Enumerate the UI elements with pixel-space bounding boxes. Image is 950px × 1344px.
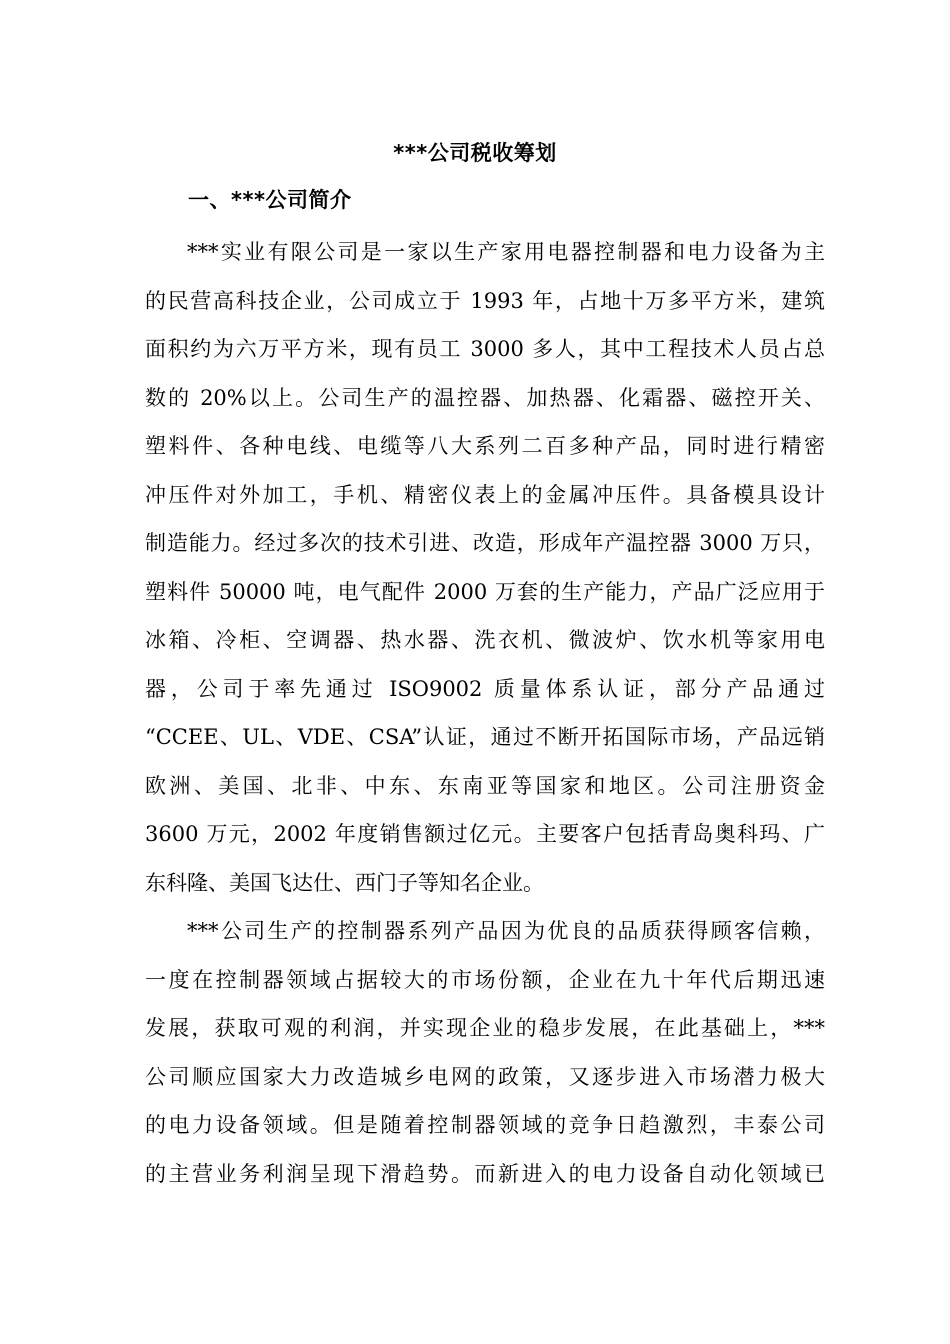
text-line: 东科隆、美国飞达仕、西门子等知名企业。 xyxy=(145,870,544,895)
text-line: 塑料件 50000 吨，电气配件 2000 万套的生产能力，产品广泛应用于 xyxy=(145,579,825,604)
text-line: 面积约为六万平方米，现有员工 3000 多人，其中工程技术人员占总 xyxy=(145,337,825,361)
paragraph-company-intro xyxy=(145,228,825,907)
paragraph-business-development xyxy=(145,907,825,1198)
text-line: 冰箱、冷柜、空调器、热水器、洗衣机、微波炉、饮水机等家用电 xyxy=(145,628,825,652)
text-line: 冲压件对外加工，手机、精密仪表上的金属冲压件。具备模具设计 xyxy=(145,482,825,507)
text-line: 制造能力。经过多次的技术引进、改造，形成年产温控器 3000 万只， xyxy=(145,531,825,555)
text-line: ***实业有限公司是一家以生产家用电器控制器和电力设备为主 xyxy=(187,240,825,264)
text-line: 欧洲、美国、北非、中东、东南亚等国家和地区。公司注册资金 xyxy=(145,773,825,798)
text-line: ***公司生产的控制器系列产品因为优良的品质获得顾客信赖， xyxy=(187,919,825,943)
text-line: 数的 20%以上。公司生产的温控器、加热器、化霜器、磁控开关、 xyxy=(145,385,825,410)
text-line: 一度在控制器领域占据较大的市场份额，企业在九十年代后期迅速 xyxy=(145,967,825,992)
text-line: 器，公司于率先通过 ISO9002 质量体系认证，部分产品通过 xyxy=(145,676,825,701)
text-line: 塑料件、各种电线、电缆等八大系列二百多种产品，同时进行精密 xyxy=(145,434,825,458)
document-title: ***公司税收筹划 xyxy=(393,141,557,165)
text-line: 公司顺应国家大力改造城乡电网的政策，又逐步进入市场潜力极大 xyxy=(145,1064,825,1089)
text-line: “CCEE、UL、VDE、CSA”认证，通过不断开拓国际市场，产品远销 xyxy=(145,725,825,749)
section-heading: 一、***公司简介 xyxy=(188,188,352,212)
text-line: 的民营高科技企业，公司成立于 1993 年，占地十万多平方米，建筑 xyxy=(145,288,825,313)
text-line: 的主营业务利润呈现下滑趋势。而新进入的电力设备自动化领域已 xyxy=(145,1161,825,1186)
text-line: 发展，获取可观的利润，并实现企业的稳步发展，在此基础上，*** xyxy=(145,1016,825,1040)
text-line: 3600 万元，2002 年度销售额过亿元。主要客户包括青岛奥科玛、广 xyxy=(145,822,825,846)
text-line: 的电力设备领域。但是随着控制器领域的竞争日趋激烈，丰泰公司 xyxy=(145,1113,825,1137)
